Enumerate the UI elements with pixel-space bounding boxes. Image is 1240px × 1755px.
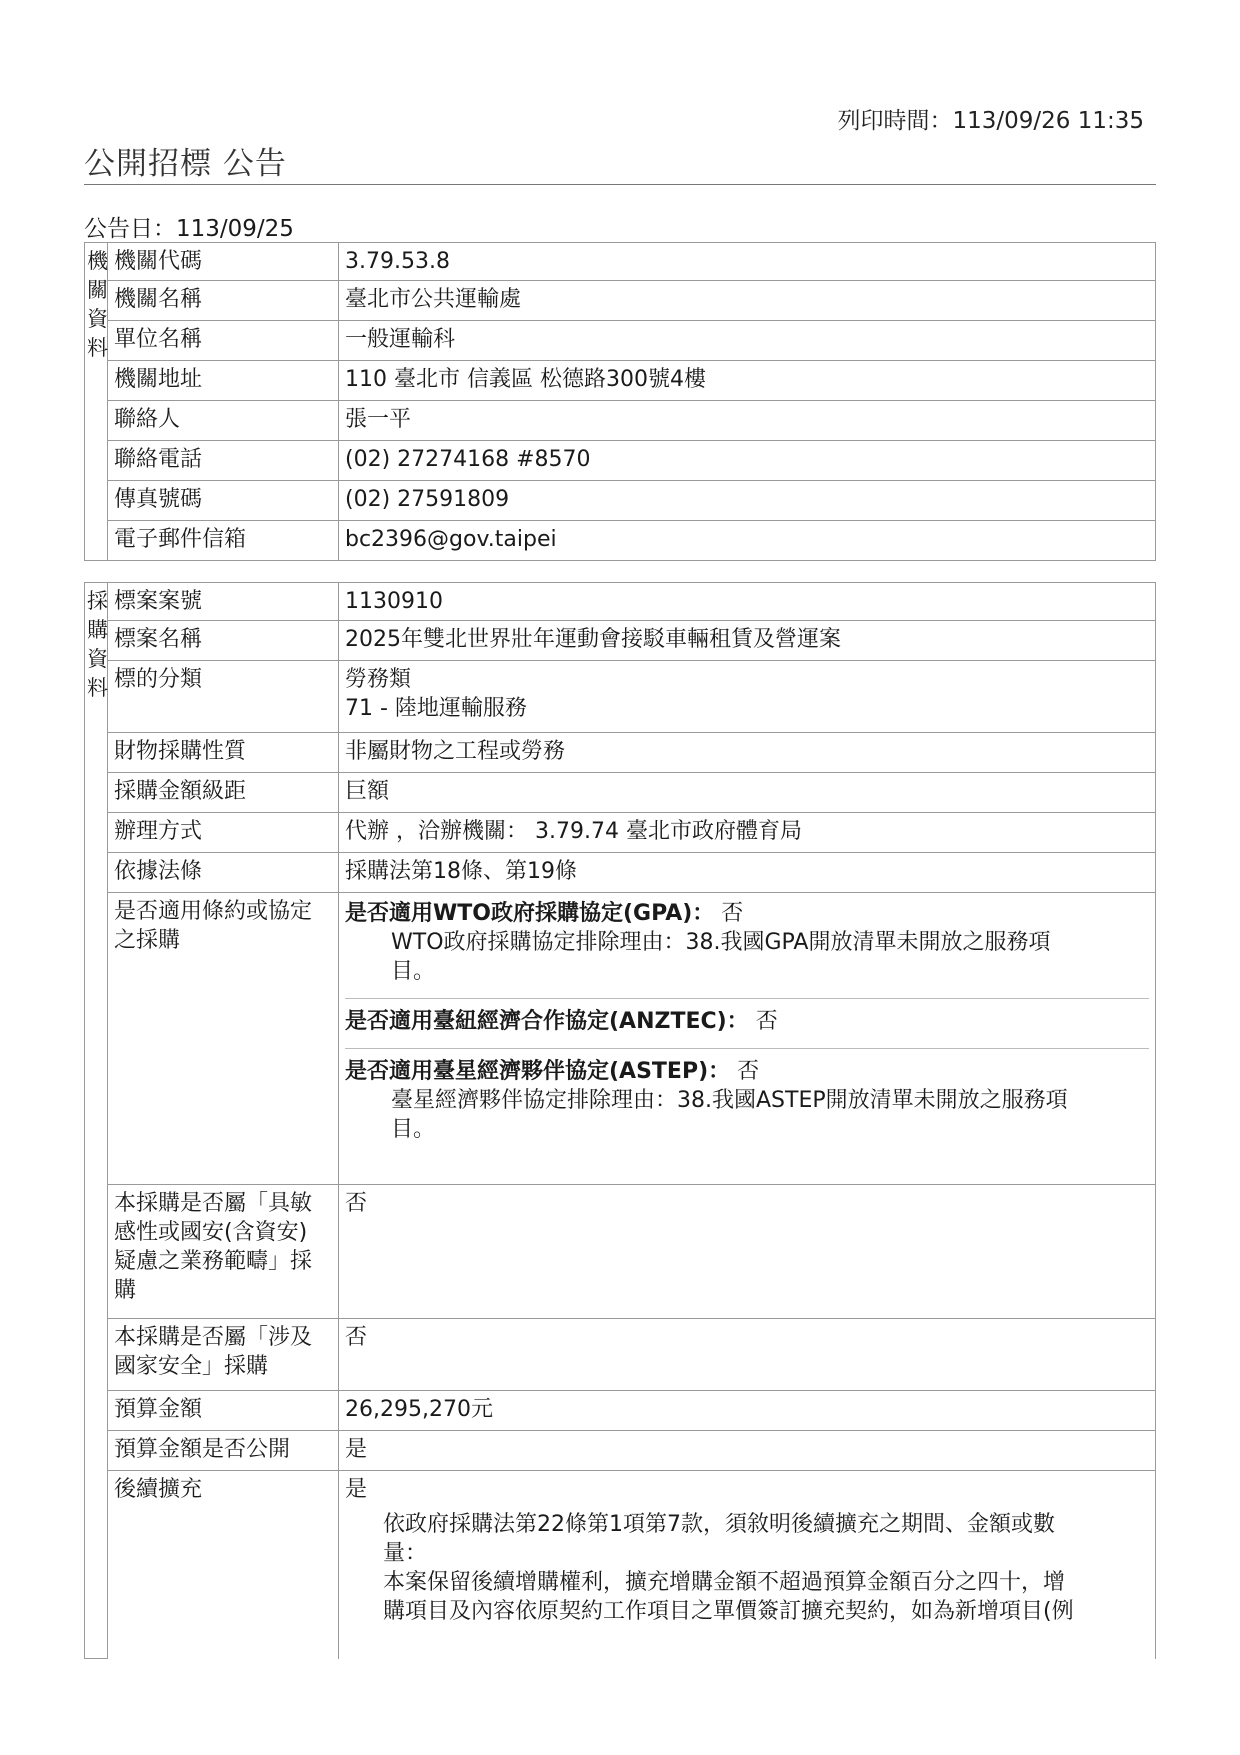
agency-code-label: 機關代碼 <box>108 243 339 281</box>
law-label: 依據法條 <box>108 853 339 893</box>
sensitive-label-line: 購 <box>114 1278 137 1303</box>
followup-label: 後續擴充 <box>108 1471 339 1659</box>
email-label: 電子郵件信箱 <box>108 521 339 561</box>
category-label: 標的分類 <box>108 661 339 733</box>
gpa-title: 是否適用WTO政府採購協定(GPA)： <box>345 901 715 926</box>
treaty-value <box>339 893 1156 1185</box>
fax-label: 傳真號碼 <box>108 481 339 521</box>
category-value <box>339 661 1156 733</box>
amount-level-label: 採購金額級距 <box>108 773 339 813</box>
sensitive-label-line: 感性或國安(含資安) <box>114 1220 308 1245</box>
procurement-side-char: 購 <box>87 618 108 642</box>
followup-text-line: 購項目及內容依原契約工作項目之單價簽訂擴充契約，如為新增項目(例 <box>383 1599 1074 1624</box>
announce-date: 公告日：113/09/25 <box>84 216 294 242</box>
procurement-side-char: 採 <box>87 589 108 613</box>
title-bar <box>84 148 1156 185</box>
email-value: bc2396@gov.taipei <box>339 521 1156 561</box>
gpa-reason-line2: 目。 <box>391 959 436 984</box>
law-value: 採購法第18條、第19條 <box>339 853 1156 893</box>
gpa-value: 否 <box>721 901 744 926</box>
nature-value: 非屬財物之工程或勞務 <box>339 733 1156 773</box>
sensitive-label <box>108 1185 339 1319</box>
budget-public-value: 是 <box>339 1431 1156 1471</box>
contact-phone-value: (02) 27274168 #8570 <box>339 441 1156 481</box>
gpa-reason-line1: WTO政府採購協定排除理由：38.我國GPA開放清單未開放之服務項 <box>391 930 1051 955</box>
sensitive-label-line: 疑慮之業務範疇」採 <box>114 1249 313 1274</box>
budget-value: 26,295,270元 <box>339 1391 1156 1431</box>
nature-label: 財物採購性質 <box>108 733 339 773</box>
agency-info-table <box>84 242 1156 561</box>
national-security-label <box>108 1319 339 1391</box>
anztec-title: 是否適用臺紐經濟合作協定(ANZTEC)： <box>345 1009 749 1034</box>
contact-phone-label: 聯絡電話 <box>108 441 339 481</box>
sensitive-value: 否 <box>339 1185 1156 1319</box>
fax-value: (02) 27591809 <box>339 481 1156 521</box>
sensitive-label-line: 本採購是否屬「具敏 <box>114 1191 313 1216</box>
agency-side-char: 機 <box>87 249 108 273</box>
contact-person-value: 張一平 <box>339 401 1156 441</box>
category-type: 勞務類 <box>345 667 412 692</box>
unit-name-label: 單位名稱 <box>108 321 339 361</box>
agency-address-label: 機關地址 <box>108 361 339 401</box>
page-title: 公開招標 公告 <box>84 146 287 182</box>
followup-value <box>339 1471 1156 1659</box>
amount-level-value: 巨額 <box>339 773 1156 813</box>
national-security-label-line: 本採購是否屬「涉及 <box>114 1325 313 1350</box>
contact-person-label: 聯絡人 <box>108 401 339 441</box>
agency-side-char: 關 <box>87 278 108 302</box>
print-time: 列印時間：113/09/26 11:35 <box>837 108 1144 134</box>
procurement-side-char: 資 <box>87 647 108 671</box>
astep-title: 是否適用臺星經濟夥伴協定(ASTEP)： <box>345 1059 731 1084</box>
astep-reason-line2: 目。 <box>391 1117 436 1142</box>
unit-name-value: 一般運輸科 <box>339 321 1156 361</box>
national-security-label-line: 國家安全」採購 <box>114 1354 269 1379</box>
case-name-label: 標案名稱 <box>108 621 339 661</box>
category-code: 71 - 陸地運輸服務 <box>345 696 527 721</box>
procurement-info-table <box>84 582 1156 1659</box>
agency-side-char: 資 <box>87 307 108 331</box>
treaty-divider <box>345 1048 1149 1049</box>
procurement-side-char: 料 <box>87 676 108 700</box>
followup-text-line: 本案保留後續增購權利，擴充增購金額不超過預算金額百分之四十，增 <box>383 1570 1066 1595</box>
agency-name-value: 臺北市公共運輸處 <box>339 281 1156 321</box>
method-value: 代辦 ，洽辦機關： 3.79.74 臺北市政府體育局 <box>339 813 1156 853</box>
followup-text-line: 依政府採購法第22條第1項第7款，須敘明後續擴充之期間、金額或數 <box>383 1512 1055 1537</box>
procurement-side-label <box>85 583 108 1659</box>
budget-label: 預算金額 <box>108 1391 339 1431</box>
anztec-value: 否 <box>755 1009 778 1034</box>
treaty-divider <box>345 998 1149 999</box>
agency-name-label: 機關名稱 <box>108 281 339 321</box>
agency-address-value: 110 臺北市 信義區 松德路300號4樓 <box>339 361 1156 401</box>
agency-code-value: 3.79.53.8 <box>339 243 1156 281</box>
national-security-value: 否 <box>339 1319 1156 1391</box>
agency-side-char: 料 <box>87 336 108 360</box>
astep-reason-line1: 臺星經濟夥伴協定排除理由：38.我國ASTEP開放清單未開放之服務項 <box>391 1088 1068 1113</box>
case-no-value: 1130910 <box>339 583 1156 621</box>
case-no-label: 標案案號 <box>108 583 339 621</box>
followup-answer: 是 <box>345 1477 368 1502</box>
agency-side-label <box>85 243 108 561</box>
treaty-label: 是否適用條約或協定之採購 <box>108 893 339 1185</box>
method-label: 辦理方式 <box>108 813 339 853</box>
case-name-value: 2025年雙北世界壯年運動會接駁車輛租賃及營運案 <box>339 621 1156 661</box>
budget-public-label: 預算金額是否公開 <box>108 1431 339 1471</box>
followup-text-line: 量： <box>383 1541 428 1566</box>
astep-value: 否 <box>737 1059 760 1084</box>
